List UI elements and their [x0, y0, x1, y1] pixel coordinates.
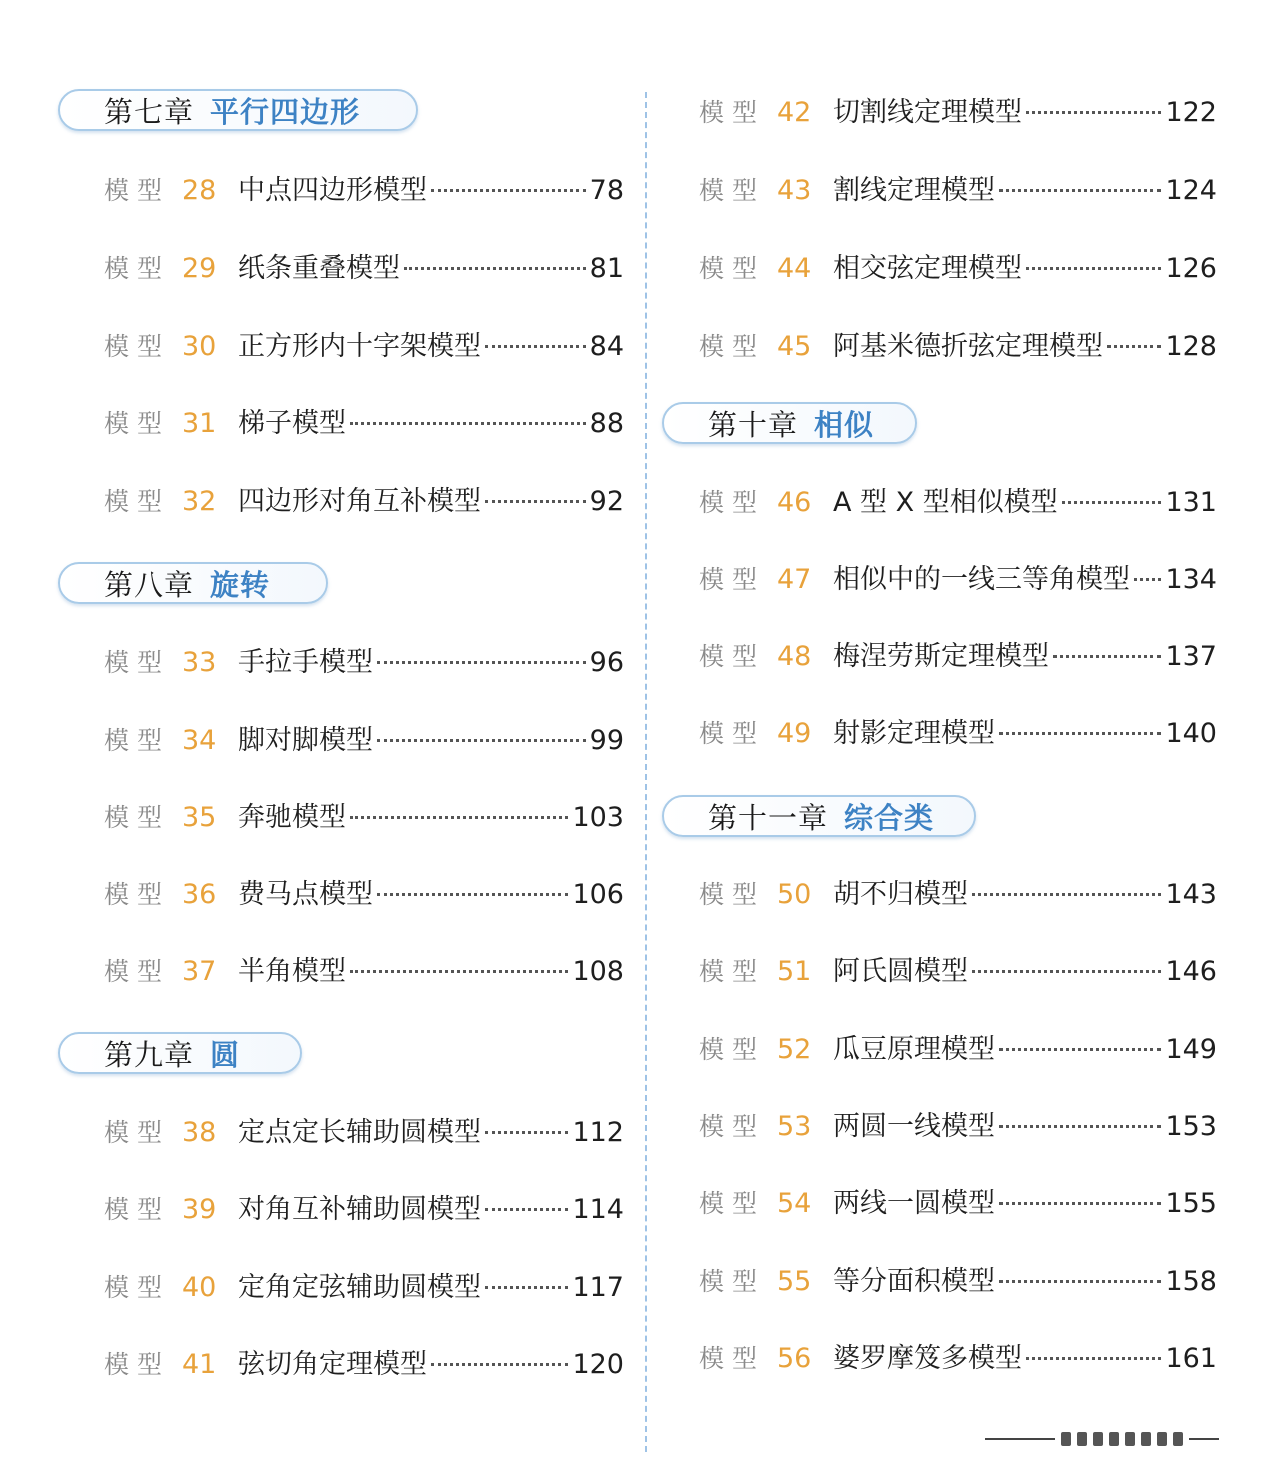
- model-label: 模型: [104, 1273, 171, 1302]
- model-label: 模型: [699, 332, 766, 361]
- dot-leader: [999, 1202, 1161, 1205]
- toc-entry-47[interactable]: [699, 557, 1217, 597]
- model-number: 33: [182, 647, 217, 678]
- model-number: 53: [777, 1111, 812, 1142]
- page-number: 140: [1165, 718, 1217, 749]
- model-label: 模型: [699, 1189, 766, 1218]
- page-number: 128: [1165, 331, 1217, 362]
- toc-entry-34[interactable]: [104, 718, 624, 758]
- dot-leader: [1053, 655, 1161, 658]
- toc-entry-49[interactable]: [699, 711, 1217, 751]
- model-label: 模型: [104, 880, 171, 909]
- model-number: 34: [182, 725, 217, 756]
- model-number: 46: [777, 487, 812, 518]
- page-number: 103: [572, 802, 624, 833]
- model-label: 模型: [104, 726, 171, 755]
- column-divider: [645, 92, 647, 1452]
- toc-entry-42[interactable]: [699, 90, 1217, 130]
- model-label: 模型: [104, 332, 171, 361]
- watermark-block: [1141, 1432, 1151, 1446]
- model-name: 射影定理模型: [833, 718, 995, 749]
- model-number: 51: [777, 956, 812, 987]
- toc-entry-52[interactable]: [699, 1027, 1217, 1067]
- dot-leader: [999, 1125, 1161, 1128]
- dot-leader: [350, 970, 568, 973]
- model-name: 两圆一线模型: [833, 1111, 995, 1142]
- model-name: 相似中的一线三等角模型: [833, 564, 1130, 595]
- model-name: 费马点模型: [238, 879, 373, 910]
- dot-leader: [485, 1286, 568, 1289]
- model-number: 36: [182, 879, 217, 910]
- page-number: 161: [1165, 1343, 1217, 1374]
- model-label: 模型: [699, 1344, 766, 1373]
- toc-entry-32[interactable]: [104, 479, 624, 519]
- dot-leader: [999, 189, 1161, 192]
- dot-leader: [999, 1048, 1161, 1051]
- page-number: 96: [589, 647, 624, 678]
- chapter-title: 平行四边形: [210, 94, 361, 129]
- model-number: 32: [182, 486, 217, 517]
- model-number: 56: [777, 1343, 812, 1374]
- model-label: 模型: [699, 254, 766, 283]
- toc-entry-29[interactable]: [104, 246, 624, 286]
- toc-entry-40[interactable]: [104, 1265, 624, 1305]
- dot-leader: [1134, 578, 1161, 581]
- page-number: 81: [589, 253, 624, 284]
- dot-leader: [350, 422, 586, 425]
- chapter-heading-10[interactable]: [662, 402, 917, 444]
- model-label: 模型: [104, 487, 171, 516]
- page-number: 99: [589, 725, 624, 756]
- model-name: 相交弦定理模型: [833, 253, 1022, 284]
- model-label: 模型: [699, 880, 766, 909]
- model-label: 模型: [104, 1118, 171, 1147]
- model-name: 中点四边形模型: [238, 175, 427, 206]
- model-number: 55: [777, 1266, 812, 1297]
- toc-entry-43[interactable]: [699, 168, 1217, 208]
- model-number: 50: [777, 879, 812, 910]
- model-name: 纸条重叠模型: [238, 253, 400, 284]
- chapter-number: 第十章: [708, 407, 799, 442]
- dot-leader: [1026, 267, 1161, 270]
- model-name: A 型 X 型相似模型: [833, 487, 1058, 518]
- model-name: 割线定理模型: [833, 175, 995, 206]
- toc-entry-37[interactable]: [104, 949, 624, 989]
- page-number: 134: [1165, 564, 1217, 595]
- model-name: 定角定弦辅助圆模型: [238, 1272, 481, 1303]
- toc-entry-45[interactable]: [699, 324, 1217, 364]
- watermark-line: [985, 1438, 1055, 1440]
- dot-leader: [485, 1208, 568, 1211]
- model-name: 对角互补辅助圆模型: [238, 1194, 481, 1225]
- model-number: 49: [777, 718, 812, 749]
- model-number: 29: [182, 253, 217, 284]
- page-number: 120: [572, 1349, 624, 1380]
- model-number: 38: [182, 1117, 217, 1148]
- watermark-block: [1157, 1432, 1167, 1446]
- model-number: 39: [182, 1194, 217, 1225]
- page-number: 158: [1165, 1266, 1217, 1297]
- model-name: 梯子模型: [238, 408, 346, 439]
- model-label: 模型: [104, 803, 171, 832]
- dot-leader: [377, 661, 586, 664]
- model-label: 模型: [104, 648, 171, 677]
- model-label: 模型: [699, 488, 766, 517]
- dot-leader: [1026, 111, 1161, 114]
- model-name: 手拉手模型: [238, 647, 373, 678]
- toc-entry-39[interactable]: [104, 1187, 624, 1227]
- watermark-block: [1173, 1432, 1183, 1446]
- model-number: 31: [182, 408, 217, 439]
- toc-entry-33[interactable]: [104, 640, 624, 680]
- model-label: 模型: [104, 957, 171, 986]
- dot-leader: [485, 500, 586, 503]
- model-number: 43: [777, 175, 812, 206]
- model-name: 定点定长辅助圆模型: [238, 1117, 481, 1148]
- chapter-number: 第十一章: [708, 800, 829, 835]
- chapter-heading-9[interactable]: [58, 1032, 302, 1074]
- toc-entry-51[interactable]: [699, 949, 1217, 989]
- dot-leader: [999, 732, 1161, 735]
- model-label: 模型: [699, 957, 766, 986]
- model-label: 模型: [699, 1112, 766, 1141]
- watermark-block: [1125, 1432, 1135, 1446]
- chapter-heading-7[interactable]: [58, 89, 418, 131]
- model-number: 28: [182, 175, 217, 206]
- model-name: 瓜豆原理模型: [833, 1034, 995, 1065]
- toc-entry-31[interactable]: [104, 401, 624, 441]
- model-name: 两线一圆模型: [833, 1188, 995, 1219]
- model-label: 模型: [699, 642, 766, 671]
- model-label: 模型: [699, 1035, 766, 1064]
- chapter-heading-8[interactable]: [58, 562, 328, 604]
- page-number: 153: [1165, 1111, 1217, 1142]
- page-number: 143: [1165, 879, 1217, 910]
- model-name: 阿基米德折弦定理模型: [833, 331, 1103, 362]
- chapter-number: 第七章: [104, 94, 195, 129]
- toc-entry-53[interactable]: [699, 1104, 1217, 1144]
- dot-leader: [377, 893, 568, 896]
- watermark-line: [1189, 1438, 1219, 1440]
- chapter-heading-11[interactable]: [662, 795, 976, 837]
- model-name: 等分面积模型: [833, 1266, 995, 1297]
- page-number: 155: [1165, 1188, 1217, 1219]
- model-name: 婆罗摩笈多模型: [833, 1343, 1022, 1374]
- toc-entry-54[interactable]: [699, 1181, 1217, 1221]
- dot-leader: [431, 1363, 568, 1366]
- dot-leader: [1107, 345, 1161, 348]
- model-label: 模型: [104, 254, 171, 283]
- dot-leader: [972, 893, 1161, 896]
- page-number: 137: [1165, 641, 1217, 672]
- toc-entry-36[interactable]: [104, 872, 624, 912]
- model-name: 正方形内十字架模型: [238, 331, 481, 362]
- toc-entry-56[interactable]: [699, 1336, 1217, 1376]
- model-number: 45: [777, 331, 812, 362]
- page-number: 149: [1165, 1034, 1217, 1065]
- page-number: 88: [589, 408, 624, 439]
- watermark-block: [1109, 1432, 1119, 1446]
- model-number: 47: [777, 564, 812, 595]
- model-label: 模型: [104, 1350, 171, 1379]
- toc-entry-55[interactable]: [699, 1259, 1217, 1299]
- dot-leader: [485, 1131, 568, 1134]
- dot-leader: [431, 189, 586, 192]
- model-number: 40: [182, 1272, 217, 1303]
- model-number: 30: [182, 331, 217, 362]
- model-number: 35: [182, 802, 217, 833]
- model-label: 模型: [699, 565, 766, 594]
- model-number: 37: [182, 956, 217, 987]
- chapter-title: 旋转: [210, 567, 271, 602]
- page-number: 126: [1165, 253, 1217, 284]
- toc-entry-38[interactable]: [104, 1110, 624, 1150]
- model-label: 模型: [104, 176, 171, 205]
- model-name: 梅涅劳斯定理模型: [833, 641, 1049, 672]
- dot-leader: [485, 345, 586, 348]
- chapter-number: 第九章: [104, 1037, 195, 1072]
- page-number: 92: [589, 486, 624, 517]
- page-number: 114: [572, 1194, 624, 1225]
- watermark-block: [1077, 1432, 1087, 1446]
- dot-leader: [1026, 1357, 1161, 1360]
- dot-leader: [404, 267, 586, 270]
- model-number: 41: [182, 1349, 217, 1380]
- dot-leader: [377, 739, 586, 742]
- chapter-number: 第八章: [104, 567, 195, 602]
- model-label: 模型: [699, 98, 766, 127]
- model-number: 48: [777, 641, 812, 672]
- page-number: 106: [572, 879, 624, 910]
- page-number: 124: [1165, 175, 1217, 206]
- model-number: 52: [777, 1034, 812, 1065]
- page-number: 117: [572, 1272, 624, 1303]
- watermark-mark: [985, 1430, 1253, 1448]
- page-number: 131: [1165, 487, 1217, 518]
- toc-entry-44[interactable]: [699, 246, 1217, 286]
- toc-entry-30[interactable]: [104, 324, 624, 364]
- model-number: 54: [777, 1188, 812, 1219]
- dot-leader: [972, 970, 1161, 973]
- model-name: 切割线定理模型: [833, 97, 1022, 128]
- toc-entry-35[interactable]: [104, 795, 624, 835]
- model-name: 四边形对角互补模型: [238, 486, 481, 517]
- model-name: 奔驰模型: [238, 802, 346, 833]
- model-name: 半角模型: [238, 956, 346, 987]
- page-number: 112: [572, 1117, 624, 1148]
- page-number: 78: [589, 175, 624, 206]
- toc-entry-46[interactable]: [699, 480, 1217, 520]
- model-label: 模型: [104, 1195, 171, 1224]
- chapter-title: 圆: [210, 1037, 241, 1072]
- toc-entry-41[interactable]: [104, 1342, 624, 1382]
- chapter-title: 相似: [814, 407, 875, 442]
- toc-entry-48[interactable]: [699, 634, 1217, 674]
- page-number: 108: [572, 956, 624, 987]
- page-number: 122: [1165, 97, 1217, 128]
- chapter-title: 综合类: [844, 800, 935, 835]
- dot-leader: [1062, 501, 1162, 504]
- watermark-block: [1061, 1432, 1071, 1446]
- model-name: 胡不归模型: [833, 879, 968, 910]
- dot-leader: [999, 1280, 1161, 1283]
- toc-entry-28[interactable]: [104, 168, 624, 208]
- model-label: 模型: [699, 176, 766, 205]
- model-label: 模型: [699, 1267, 766, 1296]
- page-number: 146: [1165, 956, 1217, 987]
- page-number: 84: [589, 331, 624, 362]
- model-label: 模型: [699, 719, 766, 748]
- model-name: 阿氏圆模型: [833, 956, 968, 987]
- toc-entry-50[interactable]: [699, 872, 1217, 912]
- model-number: 42: [777, 97, 812, 128]
- model-name: 弦切角定理模型: [238, 1349, 427, 1380]
- model-label: 模型: [104, 409, 171, 438]
- dot-leader: [350, 816, 568, 819]
- model-number: 44: [777, 253, 812, 284]
- watermark-block: [1093, 1432, 1103, 1446]
- model-name: 脚对脚模型: [238, 725, 373, 756]
